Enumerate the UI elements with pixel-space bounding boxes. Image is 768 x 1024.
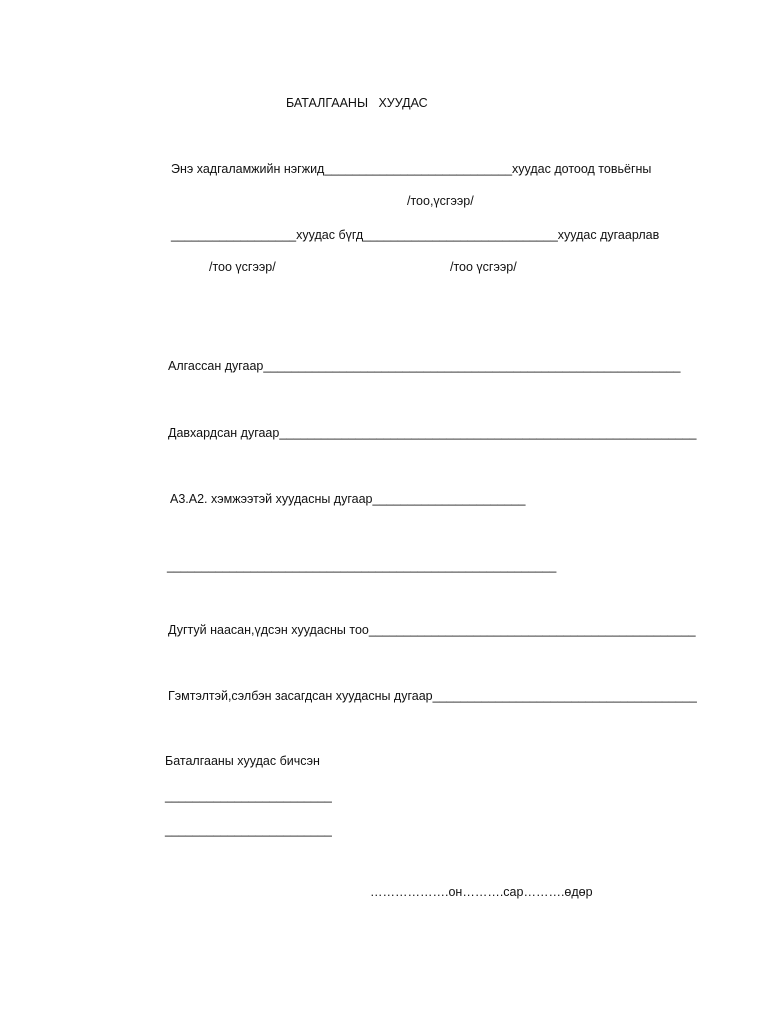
signature-line-1: ________________________ (165, 789, 332, 803)
pages-internal-register-line: Энэ хадгаламжийн нэгжид___________________________хуудас дотоод товьёгны (171, 162, 652, 176)
count-in-words-note: /тоо,үсгээр/ (407, 194, 474, 208)
count-in-words-note-left: /тоо үсгээр/ (209, 260, 276, 274)
damaged-pages-line: Гэмтэлтэй,сэлбэн засагдсан хуудасны дугаар______________________________________ (168, 689, 697, 703)
unnumbered-pages-line: Дугтуй наасан,үдсэн хуудасны тоо_______________________________________________ (168, 623, 696, 637)
signature-line-2: ________________________ (165, 823, 332, 837)
skipped-numbers-line: Алгассан дугаар____________________________________________________________ (168, 359, 681, 373)
pages-total-numbered-line: __________________хуудас бүгд____________________________хуудас дугаарлав (171, 228, 660, 242)
written-by-label: Баталгааны хуудас бичсэн (165, 754, 320, 768)
page-title: БАТАЛГААНЫ ХУУДАС (286, 96, 428, 110)
a3-a2-pages-line: А3.А2. хэмжээтэй хуудасны дугаар______________________ (170, 492, 526, 506)
count-in-words-note-right: /тоо үсгээр/ (450, 260, 517, 274)
date-line: ……………….он……….сар……….өдөр (370, 885, 593, 899)
blank-fill-line: ________________________________________________________ (167, 559, 557, 573)
duplicate-numbers-line: Давхардсан дугаар____________________________________________________________ (168, 426, 697, 440)
